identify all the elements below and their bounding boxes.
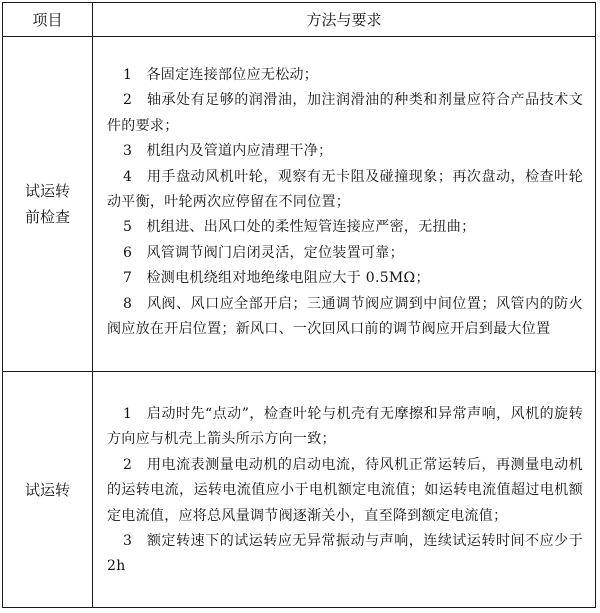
header-item-cell: 项目 [3, 3, 93, 36]
requirement-item: 2 用电流表测量电动机的启动电流，待风机正常运转后，再测量电动机的运转电流，运转电流值应小于电机额定电流值；如运转电流值超过电机额定电流值，应将总风量调节阀逐渐关小，直至降到额定电流值； [107, 456, 583, 524]
requirement-item: 6 风管调节阀门启闭灵活，定位装置可靠； [123, 244, 404, 261]
requirement-item: 8 风阀、风口应全部开启；三通调节阀应调到中间位置；风管内的防火阀应放在开启位置；新风口、一次回风口前的调节阀应开启到最大位置 [107, 295, 583, 338]
requirement-item: 1 各固定连接部位应无松动； [123, 67, 319, 83]
table-row-pre-check [3, 37, 595, 372]
requirements-cell-trial-run [93, 372, 595, 607]
table-row-trial-run [3, 372, 595, 607]
requirement-item: 3 额定转速下的试运转应无异常振动与声响，连续试运转时间不应少于 2h [107, 533, 583, 575]
category-label: 前检查 [24, 208, 70, 226]
requirements-cell-pre-check [93, 37, 595, 371]
requirement-item: 2 轴承处有足够的润滑油，加注润滑油的种类和剂量应符合产品技术文件的要求； [107, 92, 583, 134]
category-label: 试运转 [24, 480, 70, 499]
requirement-item: 3 机组内及管道内应清理干净； [123, 143, 333, 160]
category-label: 试运转 [24, 182, 70, 200]
spec-table [2, 2, 596, 608]
table-header-row [3, 3, 595, 37]
category-cell-trial-run [3, 372, 93, 607]
requirement-item: 7 检测电机绕组对地绝缘电阻应大于 0.5MΩ； [123, 270, 430, 287]
category-cell-pre-check [3, 37, 93, 371]
header-method-cell: 方法与要求 [306, 11, 382, 29]
requirement-item: 1 启动时先“点动”，检查叶轮与机壳有无摩擦和异常声响，风机的旋转方向应与机壳上箭头所示方向一致； [107, 406, 583, 448]
requirement-item: 4 用手盘动风机叶轮，观察有无卡阻及碰撞现象；再次盘动，检查叶轮动平衡，叶轮两次应停留在不同位置； [107, 168, 583, 211]
requirement-item: 5 机组进、出风口处的柔性短管连接应严密，无扭曲； [123, 219, 476, 236]
